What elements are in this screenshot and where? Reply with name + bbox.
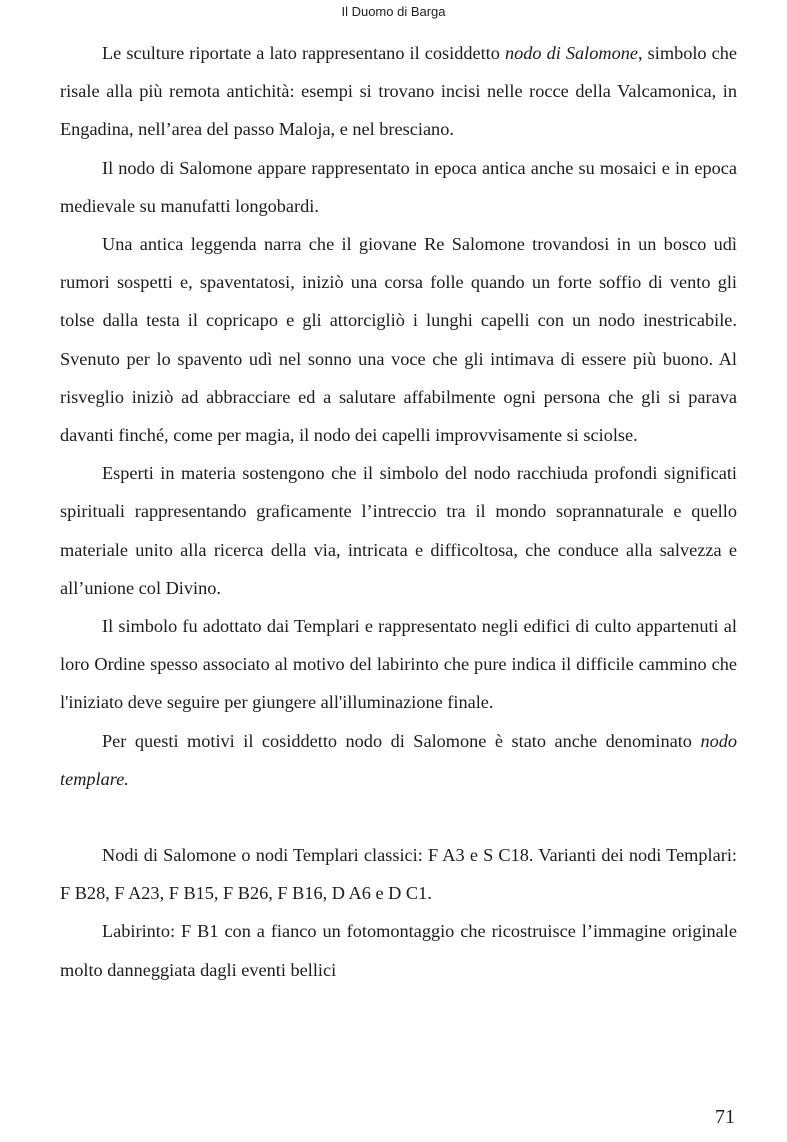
running-header: Il Duomo di Barga bbox=[341, 4, 446, 19]
page-body bbox=[60, 34, 737, 989]
paragraph-5: Il simbolo fu adottato dai Templari e rappresentato negli edifici di culto appartenuti al loro Ordine spesso associato al motivo del labirinto che pure indica il difficile cammino che l'iniziato deve seguire per giungere all'illuminazione finale. bbox=[60, 616, 737, 713]
paragraph-6 bbox=[60, 722, 737, 798]
paragraph-1-italic: nodo di Salomone bbox=[504, 43, 639, 63]
paragraph-4: Esperti in materia sostengono che il simbolo del nodo racchiuda profondi significati spirituali rappresentando graficamente l’intreccio tra il mondo soprannaturale e quello materiale unito alla ricerca della via, intricata e difficoltosa, che conduce alla salvezza e all’unione col Divino. bbox=[60, 463, 737, 598]
section-gap bbox=[60, 798, 737, 836]
paragraph-1-text-end: , simbolo che risale alla più remota antichità: esempi si trovano incisi nelle rocce della Valcamonica, in Engadina, nell’area del passo Maloja, e nel bresciano. bbox=[60, 43, 738, 140]
paragraph-1 bbox=[60, 34, 737, 149]
paragraph-6-italic: nodo templare. bbox=[60, 730, 737, 789]
page-number: 71 bbox=[715, 1106, 735, 1128]
paragraph-1-text: Le sculture riportate a lato rappresentano il cosiddetto bbox=[102, 43, 505, 63]
paragraph-2: Il nodo di Salomone appare rappresentato in epoca antica anche su mosaici e in epoca medievale su manufatti longobardi. bbox=[60, 157, 737, 216]
paragraph-references-labirinto: Labirinto: F B1 con a fianco un fotomontaggio che ricostruisce l’immagine originale molto danneggiata dagli eventi bellici bbox=[60, 921, 737, 980]
paragraph-6-text: Per questi motivi il cosiddetto nodo di Salomone è stato anche denominato bbox=[102, 730, 701, 751]
paragraph-3: Una antica leggenda narra che il giovane Re Salomone trovandosi in un bosco udì rumori sospetti e, spaventatosi, iniziò una corsa folle quando un forte soffio di vento gli tolse dalla testa il copricapo e gli attorcigliò i lunghi capelli con un nodo inestricabile. Svenuto per lo spavento udì nel sonno una voce che gli intimava di essere più buono. Al risveglio iniziò ad abbracciare ed a salutare affabilmente ogni persona che gli si parava davanti finché, come per magia, il nodo dei capelli improvvisamente si sciolse. bbox=[60, 234, 737, 446]
paragraph-references-nodi: Nodi di Salomone o nodi Templari classici: F A3 e S C18. Varianti dei nodi Templari: F B28, F A23, F B15, F B26, F B16, D A6 e D C1. bbox=[60, 845, 737, 904]
